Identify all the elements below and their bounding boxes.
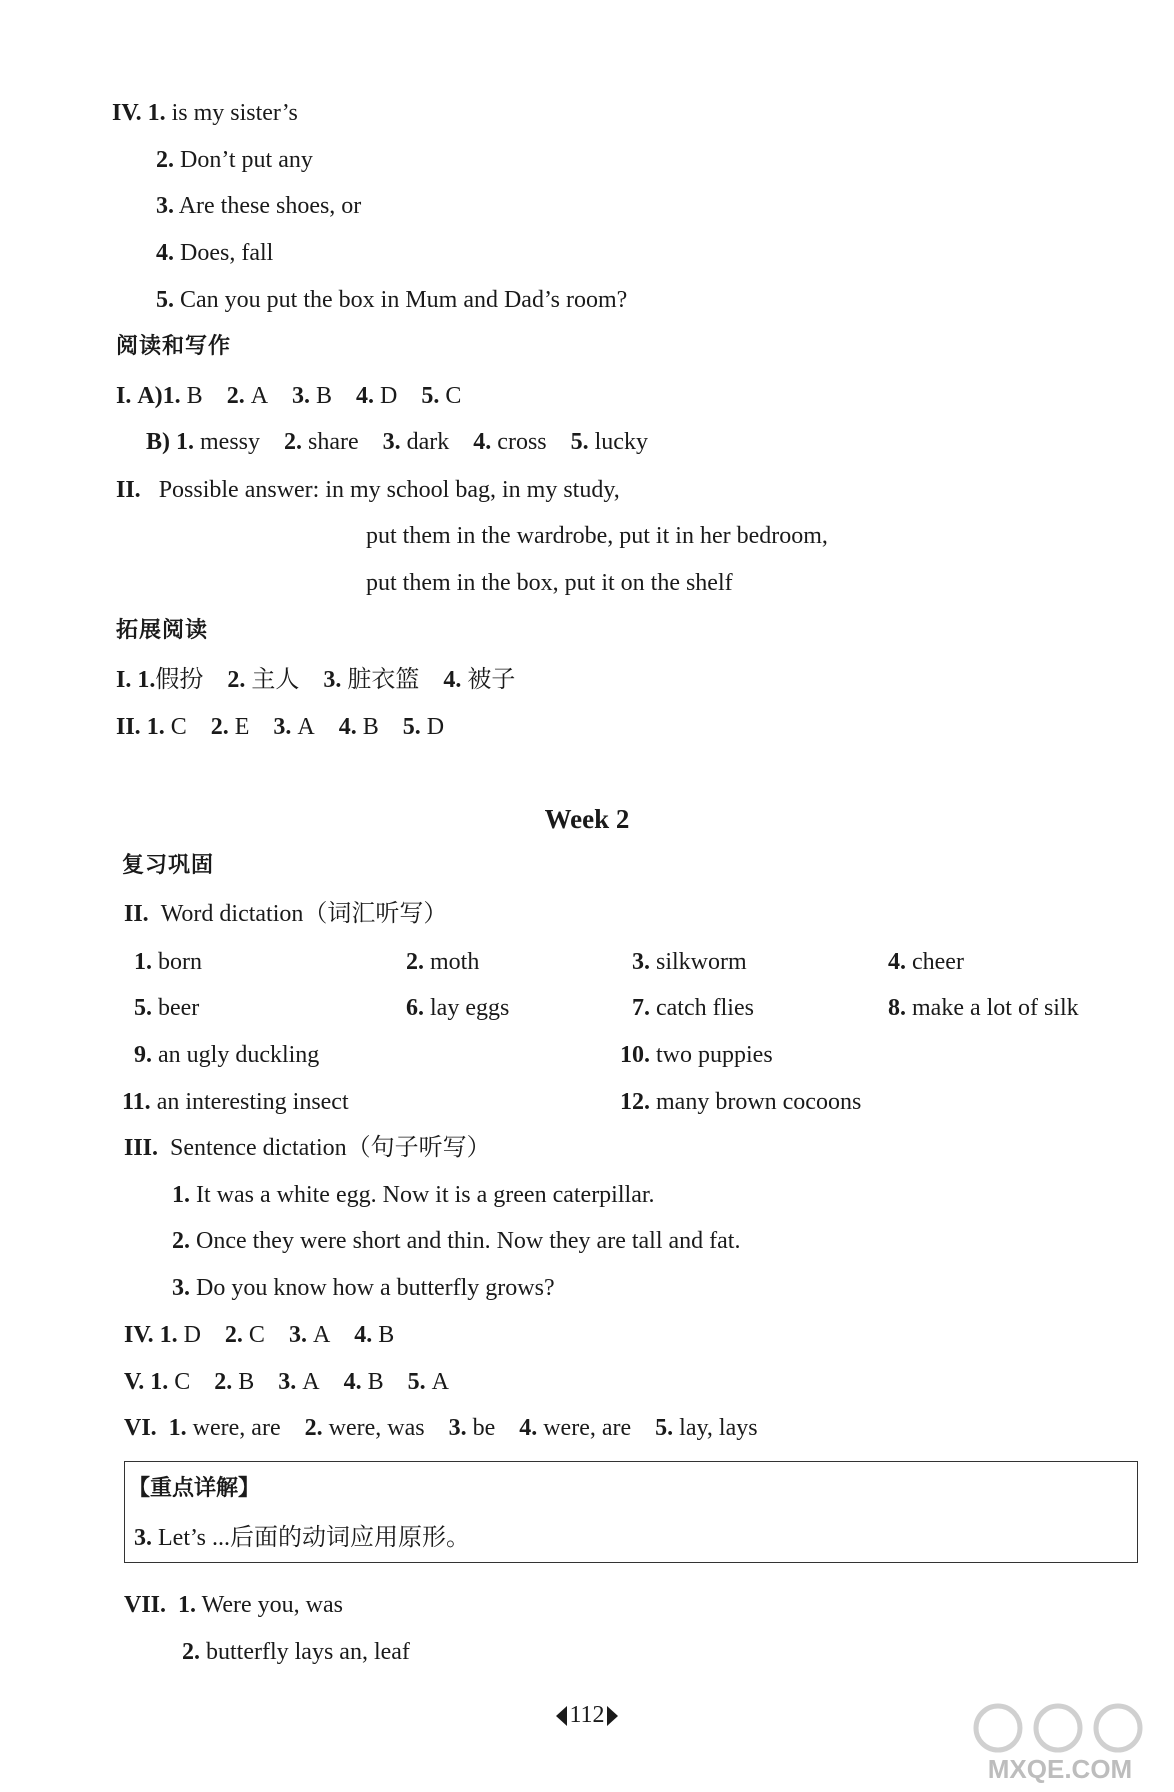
word-5: 5. beer xyxy=(134,995,200,1021)
page-number: 112 xyxy=(0,1703,1174,1727)
word-8: 8. make a lot of silk xyxy=(888,995,1079,1021)
w2-vi-row: VI. 1. were, are 2. were, was 3. be 4. were, are 5. lay, lays xyxy=(124,1415,758,1441)
watermark-logo-icon xyxy=(960,1700,1160,1785)
watermark-text: MXQE.COM xyxy=(987,1754,1133,1784)
word-2: 2. moth xyxy=(406,949,480,975)
sentence-2: 2. Once they were short and thin. Now they are tall and fat. xyxy=(172,1228,741,1254)
key-point-text: 3. Let’s ...后面的动词应用原形。 xyxy=(134,1525,470,1551)
word-7: 7. catch flies xyxy=(632,995,754,1021)
sec-iv-item-4: 4. Does, fall xyxy=(156,240,274,266)
sec-iv-item-1: IV. 1. is my sister’s xyxy=(112,100,298,126)
week-title: Week 2 xyxy=(544,804,630,834)
rw-ii-row-2: put them in the wardrobe, put it in her bedroom, xyxy=(366,523,828,549)
w2-v-row: V. 1. C 2. B 3. A 4. B 5. A xyxy=(124,1369,449,1395)
er-i-row: I. 1.假扮 2. 主人 3. 脏衣篮 4. 被子 xyxy=(116,667,516,693)
sentence-1: 1. It was a white egg. Now it is a green caterpillar. xyxy=(172,1182,655,1208)
w2-vii-item-1: VII. 1. Were you, was xyxy=(124,1592,343,1618)
word-4: 4. cheer xyxy=(888,949,964,975)
extended-reading-heading: 拓展阅读 xyxy=(116,618,209,643)
word-dictation-title: II. Word dictation（词汇听写） xyxy=(124,901,448,927)
key-point-title: 【重点详解】 xyxy=(128,1476,261,1501)
word-12: 12. many brown cocoons xyxy=(620,1089,862,1115)
er-ii-row: II. 1. C 2. E 3. A 4. B 5. D xyxy=(116,714,445,740)
rw-ii-row-1: II. Possible answer: in my school bag, in my study, xyxy=(116,477,620,503)
reading-writing-heading: 阅读和写作 xyxy=(116,334,232,359)
word-1: 1. born xyxy=(134,949,202,975)
w2-iv-row: IV. 1. D 2. C 3. A 4. B xyxy=(124,1322,395,1348)
rw-i-b-row: B) 1. messy 2. share 3. dark 4. cross 5. lucky xyxy=(146,429,648,455)
sec-iv-item-2: 2. Don’t put any xyxy=(156,147,313,173)
page-left-arrow-icon xyxy=(556,1706,567,1726)
word-11: 11. an interesting insect xyxy=(122,1089,349,1115)
sentence-dictation-title: III. Sentence dictation（句子听写） xyxy=(124,1135,491,1161)
word-6: 6. lay eggs xyxy=(406,995,510,1021)
sec-iv-item-5: 5. Can you put the box in Mum and Dad’s room? xyxy=(156,287,628,313)
sec-iv-item-3: 3. Are these shoes, or xyxy=(156,193,362,219)
page-right-arrow-icon xyxy=(607,1706,618,1726)
review-heading: 复习巩固 xyxy=(122,853,215,878)
sentence-3: 3. Do you know how a butterfly grows? xyxy=(172,1275,555,1301)
rw-i-a-row: I. A)1. B 2. A 3. B 4. D 5. C xyxy=(116,383,462,409)
w2-vii-item-2: 2. butterfly lays an, leaf xyxy=(182,1639,410,1665)
word-9: 9. an ugly duckling xyxy=(134,1042,320,1068)
rw-ii-row-3: put them in the box, put it on the shelf xyxy=(366,570,733,596)
word-3: 3. silkworm xyxy=(632,949,747,975)
word-10: 10. two puppies xyxy=(620,1042,773,1068)
